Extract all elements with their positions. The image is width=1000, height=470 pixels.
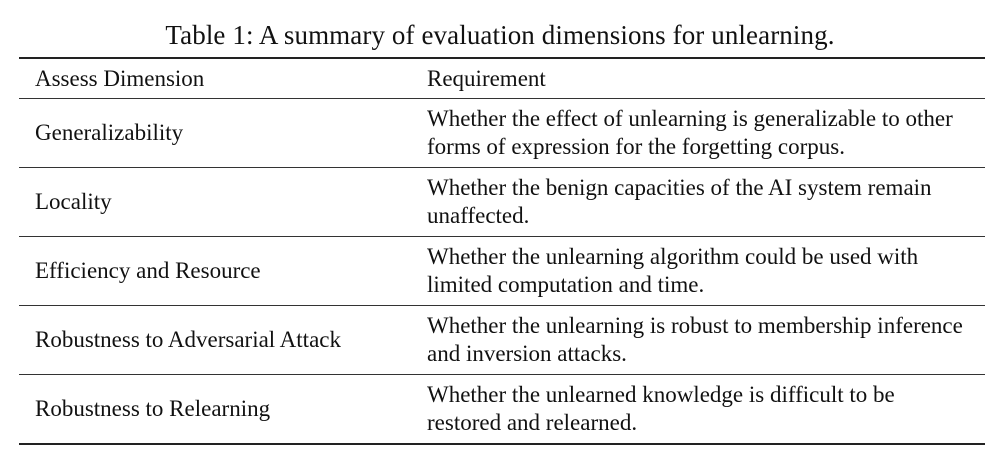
evaluation-dimensions-table	[19, 57, 985, 445]
header-requirement: Requirement	[427, 65, 546, 91]
dimension-cell: Locality	[35, 189, 112, 214]
table-row	[19, 375, 985, 445]
dimension-cell: Robustness to Adversarial Attack	[35, 327, 341, 352]
table-caption: Table 1: A summary of evaluation dimensions for unlearning.	[165, 20, 835, 50]
requirement-cell: Whether the benign capacities of the AI system remain unaffected.	[427, 175, 932, 228]
table-row	[19, 306, 985, 375]
table-header	[19, 58, 985, 99]
table-row	[19, 99, 985, 168]
requirement-cell: Whether the effect of unlearning is generalizable to other forms of expression for the forgetting corpus.	[427, 106, 953, 159]
requirement-cell: Whether the unlearned knowledge is difficult to be restored and relearned.	[427, 382, 895, 435]
requirement-cell: Whether the unlearning is robust to membership inference and inversion attacks.	[427, 313, 963, 366]
table-row	[19, 237, 985, 306]
header-assess-dimension: Assess Dimension	[35, 65, 205, 91]
table-row	[19, 168, 985, 237]
dimension-cell: Robustness to Relearning	[35, 396, 271, 421]
table-body	[19, 99, 985, 445]
requirement-cell: Whether the unlearning algorithm could be used with limited computation and time.	[427, 244, 919, 297]
dimension-cell: Generalizability	[35, 120, 184, 145]
dimension-cell: Efficiency and Resource	[35, 258, 261, 283]
header-row	[19, 58, 985, 99]
